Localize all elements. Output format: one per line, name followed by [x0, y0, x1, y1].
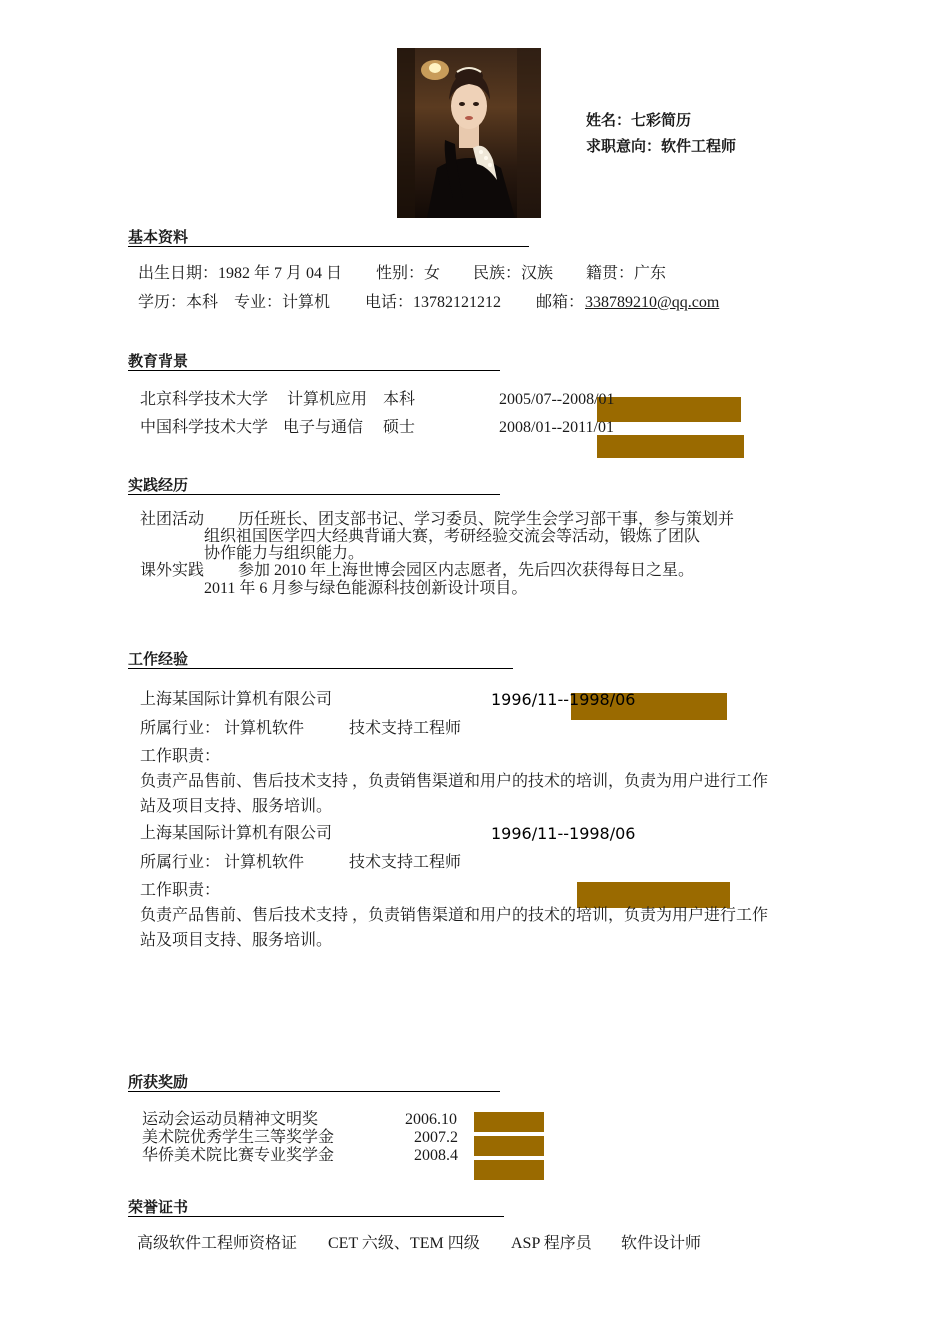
club-label: 社团活动 — [140, 511, 205, 528]
section-title-work-text: 工作经验 — [128, 650, 189, 668]
section-title-practice-text: 实践经历 — [128, 476, 189, 494]
cert-item: 软件设计师 — [621, 1235, 702, 1252]
edu-period: 2008/01--2011/01 — [499, 419, 614, 436]
work-duty: 负责产品售前、售后技术支持 ，负责销售渠道和用户的技术的培训，负责为用户进行工作 — [140, 907, 769, 924]
extra-label: 课外实践 — [140, 562, 205, 579]
edu-degree: 本科 — [383, 391, 416, 408]
cert-item: 高级软件工程师资格证 — [137, 1235, 298, 1252]
profile-photo — [397, 48, 541, 218]
section-title-awards-text: 所获奖励 — [128, 1073, 189, 1091]
edu-school: 北京科学技术大学 — [140, 391, 269, 408]
education-level: 学历：本科 — [138, 294, 219, 311]
section-title-certs-text: 荣誉证书 — [128, 1198, 189, 1216]
club-text: 协作能力与组织能力。 — [204, 545, 365, 562]
work-duty: 站及项目支持、服务培训。 — [140, 798, 333, 815]
section-title-certs — [128, 1199, 504, 1217]
portrait-illustration — [397, 48, 541, 218]
work-industry: 所属行业： 计算机软件 — [140, 854, 305, 871]
edu-major: 计算机应用 — [287, 391, 368, 408]
award-name: 运动会运动员精神文明奖 — [142, 1111, 319, 1128]
gender: 性别：女 — [376, 265, 441, 282]
work-duty-label: 工作职责： — [140, 882, 221, 899]
name-line: 姓名：七彩简历 — [586, 111, 692, 129]
work-industry: 所属行业： 计算机软件 — [140, 720, 305, 737]
email-label: 邮箱： — [536, 294, 585, 311]
section-title-work — [128, 651, 513, 669]
award-date: 2007.2 — [414, 1129, 458, 1146]
work-position: 技术支持工程师 — [349, 854, 462, 871]
section-title-education — [128, 353, 500, 371]
edu-school: 中国科学技术大学 — [140, 419, 269, 436]
award-date: 2006.10 — [405, 1111, 457, 1128]
award-name: 美术院优秀学生三等奖学金 — [142, 1129, 335, 1146]
edu-period: 2005/07--2008/01 — [499, 391, 615, 408]
section-title-awards — [128, 1074, 500, 1092]
major: 专业：计算机 — [234, 294, 331, 311]
section-title-basic — [128, 229, 529, 247]
accent-bar — [474, 1160, 544, 1180]
work-duty: 站及项目支持、服务培训。 — [140, 932, 333, 949]
extra-text: 2011 年 6 月参与绿色能源科技创新设计项目。 — [204, 580, 528, 597]
email-link[interactable]: 338789210@qq.com — [585, 294, 720, 311]
work-duty: 负责产品售前、售后技术支持 ，负责销售渠道和用户的技术的培训，负责为用户进行工作 — [140, 773, 769, 790]
edu-major: 电子与通信 — [283, 419, 364, 436]
award-date: 2008.4 — [414, 1147, 458, 1164]
ethnicity: 民族：汉族 — [473, 265, 554, 282]
work-period: 1996/11--1998/06 — [491, 690, 636, 709]
accent-bar — [597, 435, 744, 458]
phone: 电话：13782121212 — [365, 294, 502, 311]
work-company: 上海某国际计算机有限公司 — [140, 691, 333, 708]
accent-bar — [474, 1112, 544, 1132]
birth-date: 出生日期：1982 年 7 月 04 日 — [138, 265, 343, 282]
work-period: 1996/11--1998/06 — [491, 824, 636, 843]
section-title-basic-text: 基本资料 — [128, 228, 189, 246]
cert-item: ASP 程序员 — [511, 1235, 592, 1252]
cert-item: CET 六级、TEM 四级 — [328, 1235, 480, 1252]
award-name: 华侨美术院比赛专业奖学金 — [142, 1147, 335, 1164]
work-position: 技术支持工程师 — [349, 720, 462, 737]
club-text: 历任班长、团支部书记、学习委员、院学生会学习部干事，参与策划并 — [238, 511, 735, 528]
work-company: 上海某国际计算机有限公司 — [140, 825, 333, 842]
club-text: 组织祖国医学四大经典背诵大赛，考研经验交流会等活动，锻炼了团队 — [204, 528, 701, 545]
accent-bar — [597, 397, 741, 422]
work-duty-label: 工作职责： — [140, 748, 221, 765]
section-title-education-text: 教育背景 — [128, 352, 189, 370]
accent-bar — [577, 882, 730, 908]
accent-bar — [474, 1136, 544, 1156]
section-title-practice — [128, 477, 500, 495]
edu-degree: 硕士 — [383, 419, 416, 436]
objective-line: 求职意向：软件工程师 — [586, 137, 737, 155]
native-place: 籍贯：广东 — [586, 265, 667, 282]
extra-text: 参加 2010 年上海世博会园区内志愿者，先后四次获得每日之星。 — [238, 562, 695, 579]
